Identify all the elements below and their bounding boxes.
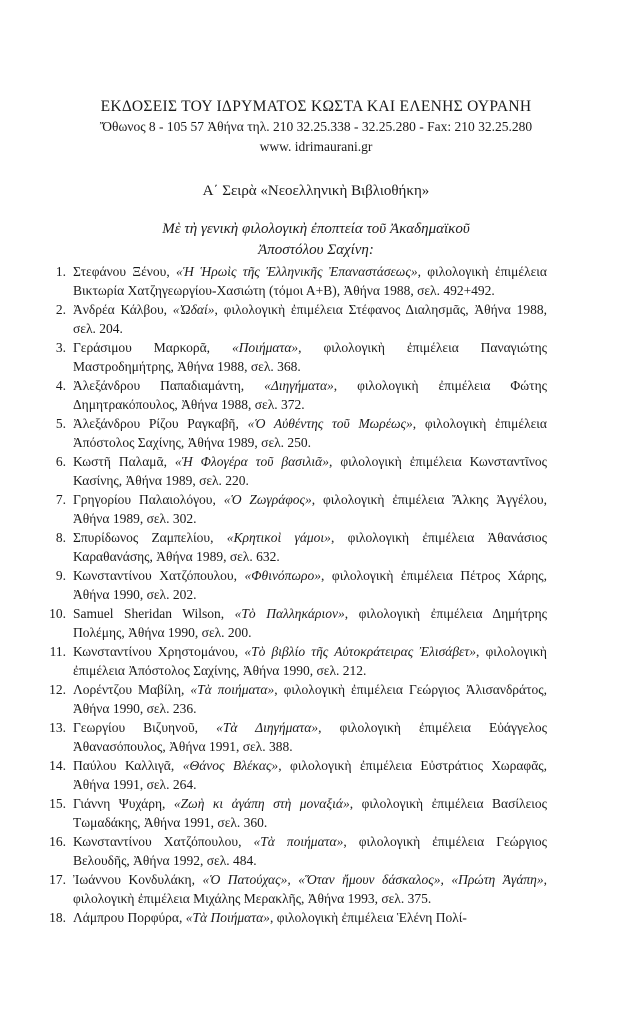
- book-text: [73, 832, 547, 870]
- book-entry: [0, 908, 632, 927]
- book-title: «Ποιήματα»: [231, 340, 299, 355]
- book-text: [73, 566, 547, 604]
- publisher-name: ΕΚΔΟΣΕΙΣ ΤΟΥ ΙΔΡΥΜΑΤΟΣ ΚΩΣΤΑ ΚΑΙ ΕΛΕΝΗΣ ΟΥΡΑΝΗ: [100, 98, 532, 115]
- book-author: Κωνσταντίνου Χρηστομάνου,: [73, 644, 245, 659]
- book-title: «Τὰ ποιήματα»: [253, 834, 344, 849]
- book-entry: [0, 680, 632, 718]
- book-entry: [0, 414, 632, 452]
- book-title: «Ὁ Πατούχας», «Ὅταν ἤμουν δάσκαλος», «Πρώτη Ἀγάπη»: [202, 872, 544, 887]
- book-text: [73, 490, 547, 528]
- book-number: 1.: [55, 264, 66, 279]
- book-entry: [0, 756, 632, 794]
- book-details: , φιλολογικὴ ἐπιμέλεια Δημήτρης Πολέμης, Ἀθήνα 1990, σελ. 200.: [73, 606, 547, 640]
- book-author: Samuel Sheridan Wilson,: [73, 606, 235, 621]
- book-author: Γρηγορίου Παλαιολόγου,: [73, 492, 224, 507]
- book-details: , φιλολογικὴ ἐπιμέλεια Μιχάλης Μερακλῆς, Ἀθήνα 1993, σελ. 375.: [73, 872, 547, 906]
- book-details: , φιλολογικὴ ἐπιμέλεια Ἑλένη Πολί-: [269, 910, 467, 925]
- book-details: , φιλολογικὴ ἐπιμέλεια Πέτρος Χάρης, Ἀθήνα 1990, σελ. 202.: [73, 568, 547, 602]
- book-author: Γεράσιμου Μαρκορᾶ,: [73, 340, 232, 355]
- book-text: [73, 528, 547, 566]
- book-text: [73, 262, 547, 300]
- book-entry: [0, 452, 632, 490]
- book-text: [73, 300, 547, 338]
- book-title: «Τὰ ποιήματα»: [190, 682, 275, 697]
- book-number: 2.: [55, 302, 66, 317]
- book-number: 4.: [55, 378, 66, 393]
- book-author: Γιάννη Ψυχάρη,: [73, 796, 174, 811]
- book-title: «Τὰ Διηγήματα»: [216, 720, 319, 735]
- book-title: «Ἡ Ἡρωὶς τῆς Ἑλληνικῆς Ἐπαναστάσεως»: [176, 264, 418, 279]
- book-details: , φιλολογικὴ ἐπιμέλεια Παναγιώτης Μαστροδημήτρης, Ἀθήνα 1988, σελ. 368.: [73, 340, 547, 374]
- book-number: 6.: [55, 454, 66, 469]
- book-text: [73, 452, 547, 490]
- book-author: Ἰωάννου Κονδυλάκη,: [73, 872, 203, 887]
- book-text: [73, 376, 547, 414]
- book-title: «Τὸ Παλληκάριον»: [234, 606, 345, 621]
- book-title: «Θάνος Βλέκας»: [182, 758, 279, 773]
- book-details: , φιλολογικὴ ἐπιμέλεια Γεώργιος Βελουδῆς, Ἀθήνα 1992, σελ. 484.: [73, 834, 547, 868]
- book-details: , φιλολογικὴ ἐπιμέλεια Γεώργιος Ἀλισανδράτος, Ἀθήνα 1990, σελ. 236.: [73, 682, 548, 716]
- book-text: [73, 908, 547, 927]
- book-details: , φιλολογικὴ ἐπιμέλεια Φώτης Δημητρακόπουλος, Ἀθήνα 1988, σελ. 372.: [73, 378, 547, 412]
- book-author: Ἀλεξάνδρου Παπαδιαμάντη,: [73, 378, 265, 393]
- book-entry: [0, 566, 632, 604]
- book-title: «Τὸ βιβλίο τῆς Αὐτοκράτειρας Ἐλισάβετ»: [244, 644, 476, 659]
- book-author: Στεφάνου Ξένου,: [73, 264, 177, 279]
- book-title: «Ζωὴ κι ἀγάπη στὴ μοναξιά»: [173, 796, 350, 811]
- book-number: 14.: [49, 758, 66, 773]
- series-title: Α΄ Σειρὰ «Νεοελληνικὴ Βιβλιοθήκη»: [202, 183, 430, 199]
- book-title: «Ὁ Αὐθέντης τοῦ Μωρέως»: [247, 416, 413, 431]
- book-title: «Ὁ Ζωγράφος»: [223, 492, 312, 507]
- book-title: «Διηγήματα»: [264, 378, 334, 393]
- book-text: [73, 414, 547, 452]
- book-title: «Ὠδαί»: [172, 302, 215, 317]
- book-author: Κωστῆ Παλαμᾶ,: [73, 454, 175, 469]
- book-title: «Ἡ Φλογέρα τοῦ βασιλιᾶ»: [174, 454, 330, 469]
- book-text: [73, 718, 547, 756]
- book-text: [73, 794, 547, 832]
- book-details: , φιλολογικὴ ἐπιμέλεια Ἀπόστολος Σαχίνης, Ἀθήνα 1989, σελ. 250.: [73, 416, 547, 450]
- book-number: 5.: [55, 416, 66, 431]
- book-number: 9.: [55, 568, 66, 583]
- book-details: , φιλολογικὴ ἐπιμέλεια Εὐάγγελος Ἀθανασόπουλος, Ἀθήνα 1991, σελ. 388.: [73, 720, 547, 754]
- book-author: Ἀλεξάνδρου Ρίζου Ραγκαβῆ,: [73, 416, 248, 431]
- book-number: 16.: [49, 834, 66, 849]
- book-author: Γεωργίου Βιζυηνοῦ,: [73, 720, 217, 735]
- book-entry: [0, 832, 632, 870]
- book-number: 8.: [55, 530, 66, 545]
- book-author: Σπυρίδωνος Ζαμπελίου,: [73, 530, 227, 545]
- book-text: [73, 756, 547, 794]
- book-number: 12.: [49, 682, 66, 697]
- publisher-website: www. idrimaurani.gr: [259, 139, 373, 154]
- book-entry: [0, 490, 632, 528]
- book-entry: [0, 262, 632, 300]
- book-entry: [0, 300, 632, 338]
- book-title: «Κρητικοὶ γάμοι»: [226, 530, 331, 545]
- book-details: , φιλολογικὴ ἐπιμέλεια Ἀπόστολος Σαχίνης, Ἀθήνα 1990, σελ. 212.: [73, 644, 547, 678]
- book-number: 3.: [55, 340, 66, 355]
- book-number: 7.: [55, 492, 66, 507]
- book-author: Παύλου Καλλιγᾶ,: [73, 758, 183, 773]
- book-title: «Φθινόπωρο»: [244, 568, 321, 583]
- book-text: [73, 680, 547, 718]
- book-entry: [0, 528, 632, 566]
- book-author: Κωνσταντίνου Χατζόπουλου,: [73, 568, 245, 583]
- publisher-address: Ὄθωνος 8 - 105 57 Ἀθήνα τηλ. 210 32.25.338 - 32.25.280 - Fax: 210 32.25.280: [99, 119, 533, 134]
- book-number: 10.: [49, 606, 66, 621]
- book-entry: [0, 718, 632, 756]
- book-number: 11.: [49, 644, 66, 659]
- book-details: , φιλολογικὴ ἐπιμέλεια Εὐστράτιος Χωραφᾶς, Ἀθήνα 1991, σελ. 264.: [73, 758, 548, 792]
- book-details: , φιλολογικὴ ἐπιμέλεια Βικτωρία Χατζηγεωργίου-Χασιώτη (τόμοι Α+Β), Ἀθήνα 1988, σελ. 492+492.: [73, 264, 548, 298]
- book-entry: [0, 338, 632, 376]
- book-text: [73, 642, 547, 680]
- book-details: , φιλολογικὴ ἐπιμέλεια Βασίλειος Τωμαδάκης, Ἀθήνα 1991, σελ. 360.: [73, 796, 547, 830]
- book-text: [73, 338, 547, 376]
- book-text: [73, 604, 547, 642]
- book-text: [73, 870, 547, 908]
- book-entry: [0, 376, 632, 414]
- publisher-block: [40, 97, 592, 157]
- book-entry: [0, 870, 632, 908]
- book-number: 13.: [49, 720, 66, 735]
- supervision-note: [70, 219, 562, 261]
- book-number: 18.: [49, 910, 66, 925]
- book-details: , φιλολογικὴ ἐπιμέλεια Κωνσταντῖνος Κασίνης, Ἀθήνα 1989, σελ. 220.: [73, 454, 547, 488]
- book-author: Κωνσταντίνου Χατζόπουλου,: [73, 834, 254, 849]
- book-entry: [0, 604, 632, 642]
- book-entry: [0, 642, 632, 680]
- book-details: , φιλολογικὴ ἐπιμέλεια Στέφανος Διαλησμᾶς, Ἀθήνα 1988, σελ. 204.: [73, 302, 547, 336]
- book-title: «Τὰ Ποιήματα»: [185, 910, 270, 925]
- book-author: Ἀνδρέα Κάλβου,: [73, 302, 173, 317]
- book-number: 15.: [49, 796, 66, 811]
- supervision-line-2: Ἀποστόλου Σαχίνη:: [258, 242, 374, 258]
- book-author: Λορέντζου Μαβίλη,: [73, 682, 191, 697]
- book-list: [0, 262, 632, 927]
- book-author: Λάμπρου Πορφύρα,: [73, 910, 186, 925]
- supervision-line-1: Μὲ τὴ γενικὴ φιλολογικὴ ἐποπτεία τοῦ Ἀκαδημαϊκοῦ: [162, 221, 470, 237]
- book-details: , φιλολογικὴ ἐπιμέλεια Ἀθανάσιος Καραθανάσης, Ἀθήνα 1989, σελ. 632.: [73, 530, 547, 564]
- book-number: 17.: [49, 872, 66, 887]
- book-details: , φιλολογικὴ ἐπιμέλεια Ἄλκης Ἀγγέλου, Ἀθήνα 1989, σελ. 302.: [73, 492, 547, 526]
- book-entry: [0, 794, 632, 832]
